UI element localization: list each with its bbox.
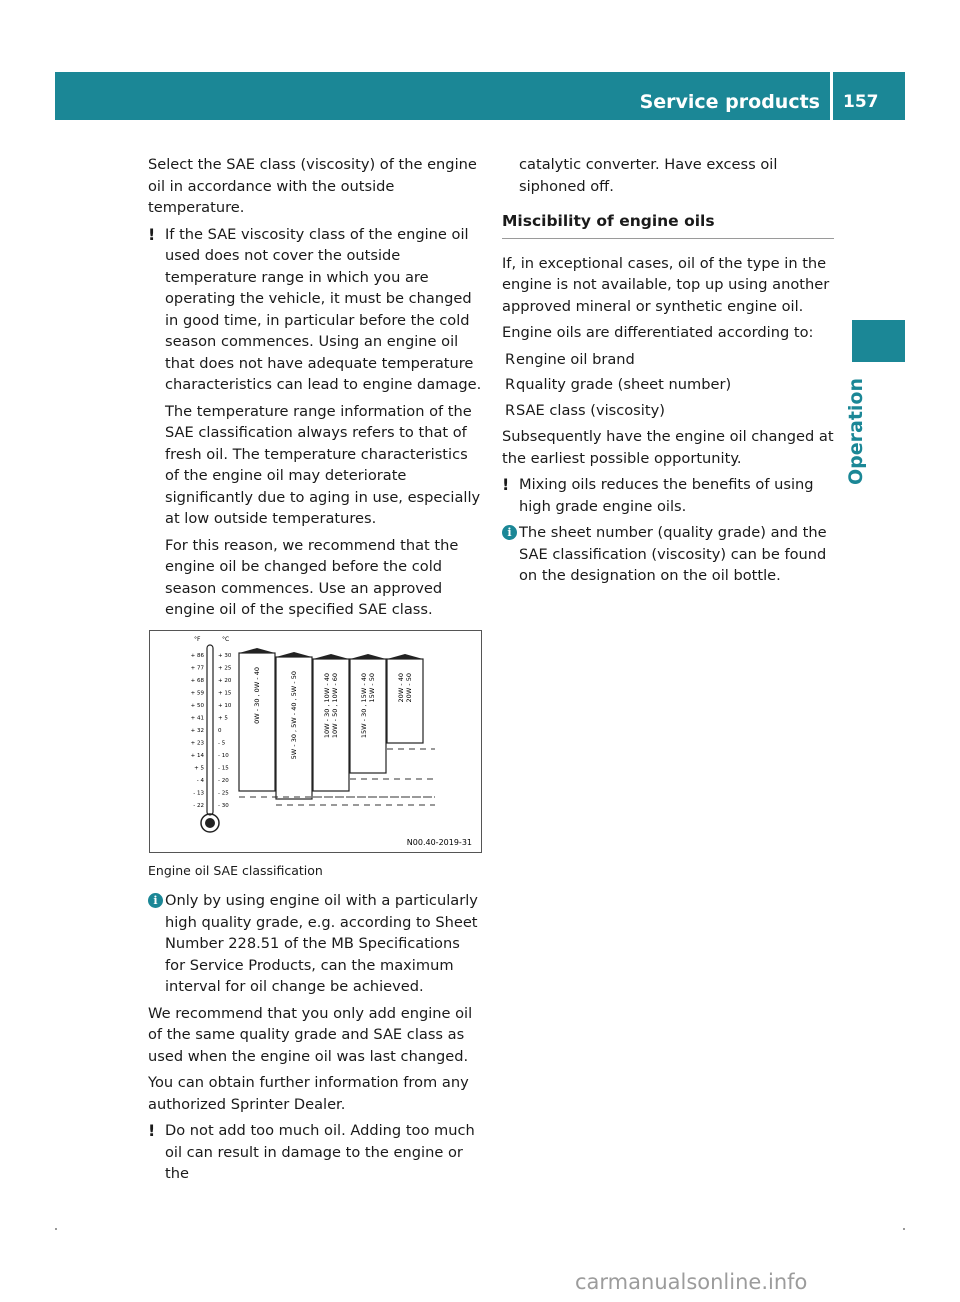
list-item: [502, 349, 834, 371]
recommend-paragraph: We recommend that you only add engine oil of the same quality grade and SAE class as used when the engine oil was last changed.: [148, 1004, 473, 1065]
grade-boxes: [239, 648, 435, 805]
warning-text: Do not add too much oil. Adding too much oil can result in damage to the engine or the: [165, 1122, 475, 1182]
grade-label: 20W - 40: [397, 673, 405, 703]
info-block: [148, 890, 482, 998]
fahrenheit-tick-label: + 32: [190, 728, 204, 734]
list-item-text: SAE class (viscosity): [516, 401, 665, 419]
miscibility-paragraph: If, in exceptional cases, oil of the type in the engine is not available, top up using another approved mineral or synthetic engine oil.: [502, 254, 830, 315]
grade-label: 5W - 30 , 5W - 40 , 5W - 50: [290, 671, 298, 760]
fahrenheit-tick-label: + 59: [190, 690, 204, 697]
thermometer-tube: [207, 645, 213, 815]
grade-arrow: [350, 654, 386, 659]
fahrenheit-tick-label: + 5: [194, 765, 204, 772]
list-item: [502, 400, 834, 422]
celsius-tick-label: - 30: [218, 803, 229, 809]
warning-icon: !: [148, 1121, 156, 1140]
grade-arrow: [313, 654, 349, 659]
temperature-scale: [191, 653, 232, 809]
celsius-tick-label: - 25: [218, 790, 229, 797]
footer-mark-left: [55, 1228, 57, 1230]
chapter-label: Operation: [845, 378, 867, 486]
grade-arrow: [276, 652, 312, 657]
dealer-paragraph: You can obtain further information from any authorized Sprinter Dealer.: [148, 1074, 469, 1113]
info-block-2: [502, 522, 834, 587]
left-column-top: [148, 154, 482, 626]
warning-block-2: [148, 1120, 482, 1185]
fahrenheit-tick-label: + 41: [190, 715, 204, 722]
grade-label: 15W - 30 , 15W - 40: [360, 673, 368, 739]
continuation-text: catalytic converter. Have excess oil siphoned off.: [519, 156, 778, 195]
celsius-tick-label: + 30: [218, 653, 232, 659]
list-item-text: quality grade (sheet number): [516, 376, 732, 393]
celsius-tick-label: + 10: [218, 703, 232, 709]
fahrenheit-tick-label: - 22: [193, 803, 204, 809]
celsius-tick-label: + 5: [218, 715, 228, 722]
grade-label: 10W - 50 , 10W - 60: [331, 673, 339, 739]
fahrenheit-tick-label: + 86: [190, 653, 204, 659]
fahrenheit-tick-label: - 13: [193, 790, 204, 797]
section-heading: Miscibility of engine oils: [502, 211, 834, 239]
fahrenheit-unit: °F: [194, 636, 201, 643]
page-number: 157: [843, 92, 879, 112]
bullet-mark: R: [505, 401, 516, 419]
warning-text: Mixing oils reduces the benefits of using high grade engine oils.: [519, 476, 814, 515]
bullet-mark: R: [505, 376, 516, 393]
fahrenheit-tick-label: + 14: [190, 753, 204, 759]
warning-icon: !: [502, 475, 510, 494]
warning-text-2: The temperature range information of the SAE classification always refers to that of fresh oil. The temperature characteristics of the engine oil may deteriorate significantly due to aging in use, especially at low outside temperatures.: [165, 402, 481, 527]
celsius-tick-label: + 15: [218, 690, 232, 697]
info-icon: i: [148, 893, 163, 908]
celsius-unit: °C: [222, 636, 230, 643]
section-title: Service products: [639, 91, 820, 113]
grade-label: 10W - 30 , 10W - 40: [323, 673, 331, 739]
thermometer-bulb-fill: [205, 818, 215, 828]
footer-mark-right: [903, 1228, 905, 1230]
list-item: [502, 374, 834, 396]
celsius-tick-label: - 10: [218, 753, 229, 759]
grade-arrow: [387, 654, 423, 659]
celsius-tick-label: - 5: [218, 740, 226, 747]
intro-paragraph: Select the SAE class (viscosity) of the engine oil in accordance with the outside temperature.: [148, 156, 477, 216]
info-icon: i: [502, 525, 517, 540]
celsius-tick-label: + 20: [218, 678, 232, 684]
fahrenheit-tick-label: + 77: [190, 665, 204, 672]
celsius-tick-label: - 20: [218, 778, 229, 784]
grade-label: 20W - 50: [405, 673, 413, 703]
right-column: [502, 154, 834, 592]
warning-block: [148, 224, 482, 621]
bullet-mark: R: [505, 350, 516, 368]
celsius-tick-label: + 25: [218, 665, 232, 672]
warning-icon: !: [148, 224, 156, 244]
header-divider: [830, 72, 833, 120]
celsius-tick-label: - 15: [218, 765, 229, 772]
watermark: carmanualsonline.info: [575, 1270, 808, 1294]
figure-caption: Engine oil SAE classification: [148, 863, 323, 878]
differentiation-paragraph: Engine oils are differentiated according to:: [502, 324, 814, 341]
figure-code: N00.40-2019-31: [406, 838, 472, 847]
chapter-tab: [852, 320, 905, 362]
subsequently-paragraph: Subsequently have the engine oil changed at the earliest possible opportunity.: [502, 428, 834, 467]
list-item-text: engine oil brand: [516, 350, 635, 368]
warning-block-3: [502, 474, 834, 517]
fahrenheit-tick-label: + 68: [190, 678, 204, 684]
info-text: Only by using engine oil with a particularly high quality grade, e.g. according to Sheet Number 228.51 of the MB Specifications for Service Products, can the maximum interval for oil change be achieved.: [165, 892, 478, 995]
sae-classification-figure: [149, 630, 482, 853]
warning-text-3: For this reason, we recommend that the engine oil be changed before the cold season commences. Use an approved engine oil of the specified SAE class.: [165, 536, 459, 618]
fahrenheit-tick-label: + 23: [190, 740, 204, 747]
fahrenheit-tick-label: + 50: [190, 703, 204, 709]
warning-text: If the SAE viscosity class of the engine oil used does not cover the outside temperature range in which you are operating the vehicle, it must be changed in good time, in particular before the cold season commences. Using an engine oil that does not have adequate temperature characteristics can lead to engine damage.: [165, 225, 482, 393]
left-column-bottom: [148, 890, 482, 1190]
info-text: The sheet number (quality grade) and the SAE classification (viscosity) can be found on the designation on the oil bottle.: [519, 524, 827, 584]
header-bar: [55, 72, 905, 120]
celsius-tick-label: 0: [218, 728, 222, 734]
grade-arrow: [239, 648, 275, 653]
grade-label: 0W - 30 , 0W - 40: [253, 667, 261, 724]
fahrenheit-tick-label: - 4: [196, 778, 204, 784]
grade-label: 15W - 50: [368, 673, 376, 703]
oil-criteria-list: [502, 349, 834, 422]
sae-chart-graphic: [150, 631, 481, 852]
